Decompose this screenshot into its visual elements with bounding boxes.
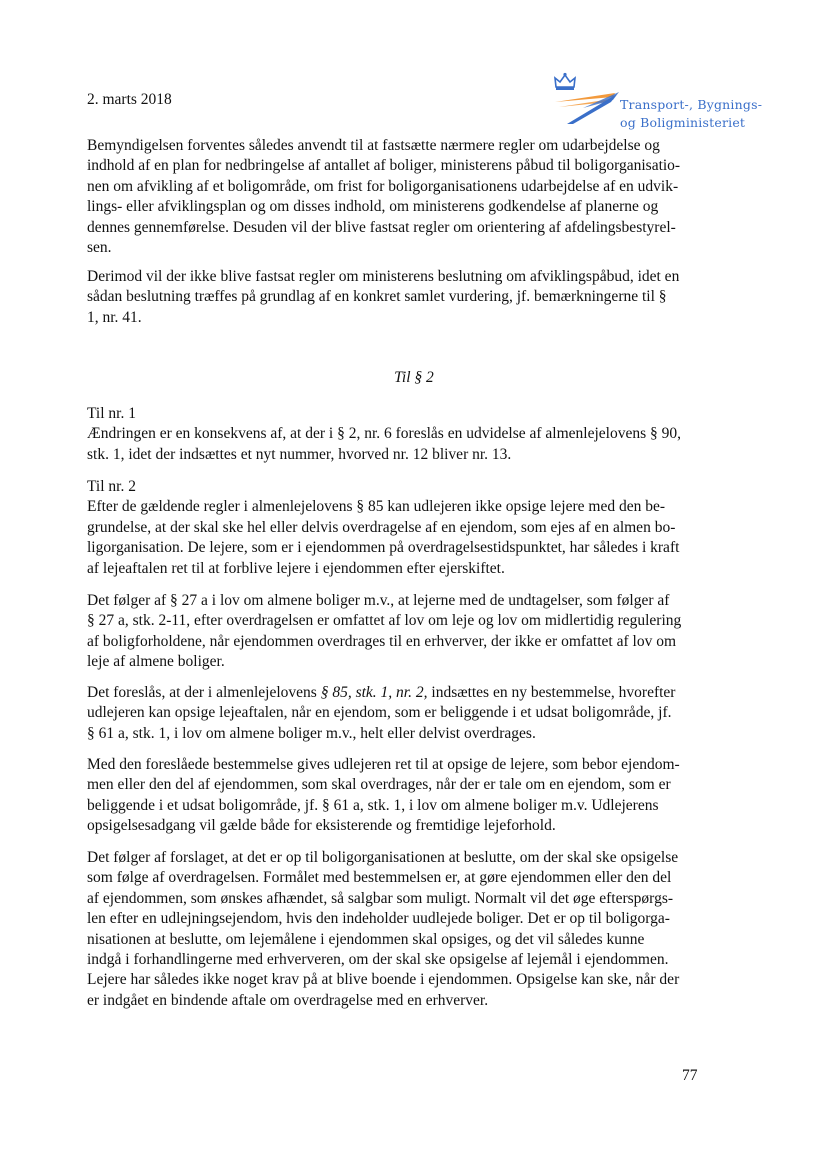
text-span: indsættes en ny bestemmelse, hvorefter	[427, 684, 676, 701]
text-line: Det følger af § 27 a i lov om almene boliger m.v., at lejerne med de undtagelser, som følger af	[87, 592, 670, 609]
text-line: nen om afvikling af et boligområde, om frist for boligorganisationens udarbejdelse af en udvik-	[87, 177, 679, 195]
paragraph-det-foreslaas	[87, 683, 707, 744]
text-line: sen.	[87, 239, 112, 257]
text-line: af ejendommen, som ønskes afhændet, så salgbar som muligt. Normalt vil det øge efterspørgs-	[87, 889, 674, 907]
paragraph-med-den	[87, 755, 707, 837]
text-line: Bemyndigelsen forventes således anvendt til at fastsætte nærmere regler om udarbejdelse og	[87, 137, 660, 154]
paragraph-det-foelger	[87, 591, 707, 673]
italic-reference: § 85, stk. 1, nr. 2,	[320, 684, 428, 701]
text-line: er indgået en bindende aftale om overdragelse med en erhverver.	[87, 991, 489, 1009]
text-line: som følge af overdragelsen. Formålet med bestemmelsen er, at gøre ejendommen eller den del	[87, 869, 672, 887]
text-line: Derimod vil der ikke blive fastsat regler om ministerens beslutning om afviklingspåbud, idet en	[87, 268, 680, 285]
text-line: Det følger af forslaget, at det er op til boligorganisationen at beslutte, om der skal ske opsigelse	[87, 849, 679, 866]
ministry-logo	[553, 72, 763, 134]
document-date: 2. marts 2018	[87, 91, 172, 108]
section-nr1	[87, 404, 707, 465]
paragraph-derimod	[87, 267, 707, 328]
paragraph-bemyndigelse	[87, 136, 707, 258]
text-line: Ændringen er en konsekvens af, at der i § 2, nr. 6 foreslås en udvidelse af almenlejelovens § 90,	[87, 425, 681, 443]
text-line: opsigelsesadgang vil gælde både for eksisterende og fremtidige lejeforhold.	[87, 817, 556, 835]
text-line: Med den foreslåede bestemmelse gives udlejeren ret til at opsige de lejere, som bebor ejendom-	[87, 756, 680, 773]
text-line: udlejeren kan opsige lejeaftalen, når en ejendom, som er beliggende i et udsat boligområde, jf.	[87, 704, 672, 722]
text-line: indgå i forhandlingerne med erhververen, om der skal ske opsigelse af lejemål i ejendommen.	[87, 951, 669, 969]
text-line: beliggende i et udsat boligområde, jf. § 61 a, stk. 1, i lov om almene boliger m.v. Udlejerens	[87, 796, 659, 814]
subheading-nr2: Til nr. 2	[87, 478, 136, 495]
text-line: af lejeaftalen ret til at forblive lejere i ejendommen efter ejerskiftet.	[87, 559, 505, 577]
logo-text-line2: og Boligministeriet	[620, 115, 746, 130]
text-line: grundelse, at der skal ske hel eller delvis overdragelse af en ejendom, som ejes af en almen bo-	[87, 518, 676, 536]
text-span: Det foreslås, at der i almenlejelovens	[87, 684, 321, 701]
text-line: indhold af en plan for nedbringelse af antallet af boliger, ministerens påbud til boligorganisatio-	[87, 157, 681, 175]
text-line: 1, nr. 41.	[87, 308, 142, 326]
text-line: sådan beslutning træffes på grundlag af en konkret samlet vurdering, jf. bemærkningerne til §	[87, 288, 667, 306]
page-number: 77	[682, 1067, 698, 1084]
text-line	[87, 683, 707, 703]
text-line: Lejere har således ikke noget krav på at blive boende i ejendommen. Opsigelse kan ske, når der	[87, 971, 680, 989]
text-line: men eller den del af ejendommen, som skal overdrages, når der er tale om en ejendom, som er	[87, 776, 671, 794]
crown-icon	[553, 72, 577, 92]
logo-text-line1: Transport-, Bygnings-	[620, 97, 763, 112]
section-heading: Til § 2	[394, 369, 434, 386]
text-line: leje af almene boliger.	[87, 653, 225, 671]
text-line: len efter en udlejningsejendom, hvis den indeholder uudlejede boliger. Det er op til boligorga-	[87, 910, 670, 928]
subheading-nr1: Til nr. 1	[87, 405, 136, 422]
text-line: nisationen at beslutte, om lejemålene i ejendommen skal opsiges, og det vil således kunne	[87, 930, 645, 948]
text-line: lings- eller afviklingsplan og om disses indhold, om ministerens godkendelse af planerne og	[87, 198, 659, 216]
text-line: Efter de gældende regler i almenlejelovens § 85 kan udlejeren ikke opsige lejere med den be-	[87, 498, 666, 516]
text-line: § 61 a, stk. 1, i lov om almene boliger m.v., helt eller delvist overdrages.	[87, 724, 536, 742]
paragraph-forslaget	[87, 848, 707, 1011]
text-line: af boligforholdene, når ejendommen overdrages til en erhverver, der ikke er omfattet af lov om	[87, 632, 677, 650]
section-nr2	[87, 477, 707, 579]
text-line: stk. 1, idet der indsættes et nyt nummer, hvorved nr. 12 bliver nr. 13.	[87, 445, 512, 463]
text-line: § 27 a, stk. 2-11, efter overdragelsen er omfattet af lov om leje og lov om midlertidig regulering	[87, 612, 682, 630]
text-line: ligorganisation. De lejere, som er i ejendommen på overdragelsestidspunktet, har således i kraft	[87, 539, 680, 557]
text-line: dennes gennemførelse. Desuden vil der blive fastsat regler om orientering af afdelingsbestyrel-	[87, 218, 676, 236]
